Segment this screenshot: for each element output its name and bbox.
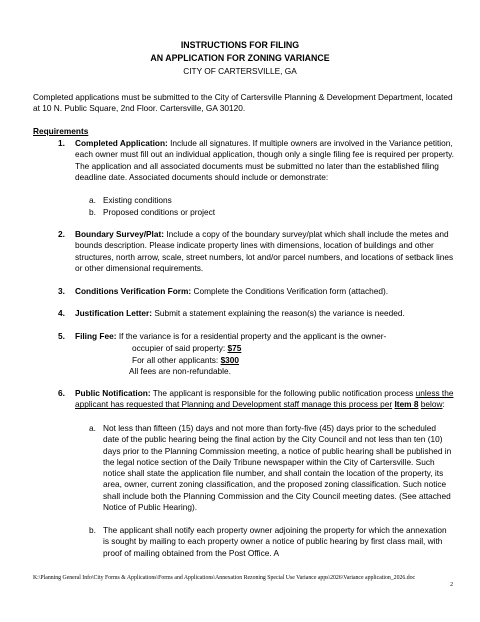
fee-line-other <box>132 355 239 366</box>
requirement-item-6-sub-a <box>89 423 453 513</box>
item-text: Include a copy of the boundary survey/plat which shall include the metes and bounds description. Please indicate property lines with dimensions, location of buildings and other structures, north arrow, scale, street numbers, lot and/or parcel numbers, and locations of setback lines or other dimensional requirements. <box>75 229 454 273</box>
item-number: 5. <box>58 331 65 341</box>
item-text: Include all signatures. If multiple owners are involved in the Variance petition, each owner must fill out an individual application, though only a single filing fee is required per property. The application and all associated documents must be submitted no later than the established filing deadline date. Associated documents should include or demonstrate: <box>75 138 454 182</box>
document-city: CITY OF CARTERSVILLE, GA <box>183 66 297 76</box>
fee-label: For all other applicants: <box>132 355 219 365</box>
item-label: Justification Letter: <box>75 308 152 318</box>
requirement-item-4 <box>58 308 455 319</box>
item-colon: : <box>442 399 445 410</box>
item-label: Public Notification: <box>75 388 151 398</box>
item-label: Completed Application: <box>75 138 168 148</box>
item-below: below <box>420 399 443 410</box>
sub-text: The applicant shall notify each property owner adjoining the property for which the annexation is sought by mailing to each property owner a notice of public hearing by first class mail, with proof of mailing obtained from the Post Office. A <box>103 525 447 558</box>
page-footer <box>33 575 453 588</box>
requirement-item-3 <box>58 286 455 297</box>
footer-file-path: K:\Planning General Info\City Forms & Applications\Forms and Applications\Annexation Rezoning Special Use Variance apps\2026\Variance application_2026.doc <box>33 575 416 581</box>
intro-paragraph <box>33 92 453 115</box>
item-number: 1. <box>58 138 65 148</box>
requirement-item-2 <box>58 229 455 274</box>
requirement-item-5 <box>58 331 455 342</box>
item-label: Filing Fee: <box>75 331 117 341</box>
item-label: Boundary Survey/Plat: <box>75 229 164 239</box>
item-reference: Item 8 <box>394 399 419 410</box>
fee-note: All fees are non-refundable. <box>129 366 231 376</box>
fee-label: occupier of said property: <box>132 343 226 353</box>
item-text: Submit a statement explaining the reason(s) the variance is needed. <box>154 308 405 318</box>
requirement-item-1 <box>58 138 455 183</box>
item-number: 4. <box>58 308 65 318</box>
intro-text: Completed applications must be submitted to the City of Cartersville Planning & Development Department, located at 10 N. Public Square, 2nd Floor. Cartersville, GA 30120. <box>33 92 453 114</box>
item-text: If the variance is for a residential property and the applicant is the owner- <box>118 331 387 341</box>
document-title-line2: AN APPLICATION FOR ZONING VARIANCE <box>150 53 330 63</box>
requirements-heading: Requirements <box>33 126 89 136</box>
requirement-item-6-sub-b <box>89 525 453 559</box>
fee-amount-residential: $75 <box>227 343 242 353</box>
sub-number: b. <box>89 207 96 217</box>
requirement-item-6 <box>58 388 455 411</box>
requirement-item-1-sub-a <box>89 195 453 206</box>
requirement-item-1-sub-b <box>89 207 453 218</box>
item-text: The applicant is responsible for the following public notification process <box>152 388 414 398</box>
page-number: 2 <box>450 582 453 588</box>
item-number: 3. <box>58 286 65 296</box>
item-number: 2. <box>58 229 65 239</box>
sub-number: a. <box>89 423 96 433</box>
item-text: Complete the Conditions Verification form (attached). <box>193 286 389 296</box>
sub-number: a. <box>89 195 96 205</box>
item-label: Conditions Verification Form: <box>75 286 192 296</box>
sub-text: Not less than fifteen (15) days and not more than forty-five (45) days prior to the scheduled date of the public hearing being the final action by the City Council and not less than ten (10) days prior to the Planning Commission meeting, a notice of public hearing shall be published in the legal notice section of the Daily Tribune newspaper within the City of Cartersville. Such notice shall state the application file number, and shall contain the location of the property, its area, owner, current zoning classification, and the proposed zoning classification. Such notice shall include both the Planning Commission and the City Council meeting dates. (See attached Notice of Public Hearing). <box>103 423 452 513</box>
fee-amount-other: $300 <box>220 355 240 365</box>
sub-number: b. <box>89 525 96 535</box>
item-number: 6. <box>58 388 65 398</box>
sub-text: Existing conditions <box>103 195 172 205</box>
fee-line-residential <box>132 343 241 354</box>
sub-text: Proposed conditions or project <box>103 207 216 217</box>
item-underlined-text: unless the applicant has requested that Planning and Development staff manage this process per <box>75 388 454 410</box>
document-title-line1: INSTRUCTIONS FOR FILING <box>180 40 300 50</box>
